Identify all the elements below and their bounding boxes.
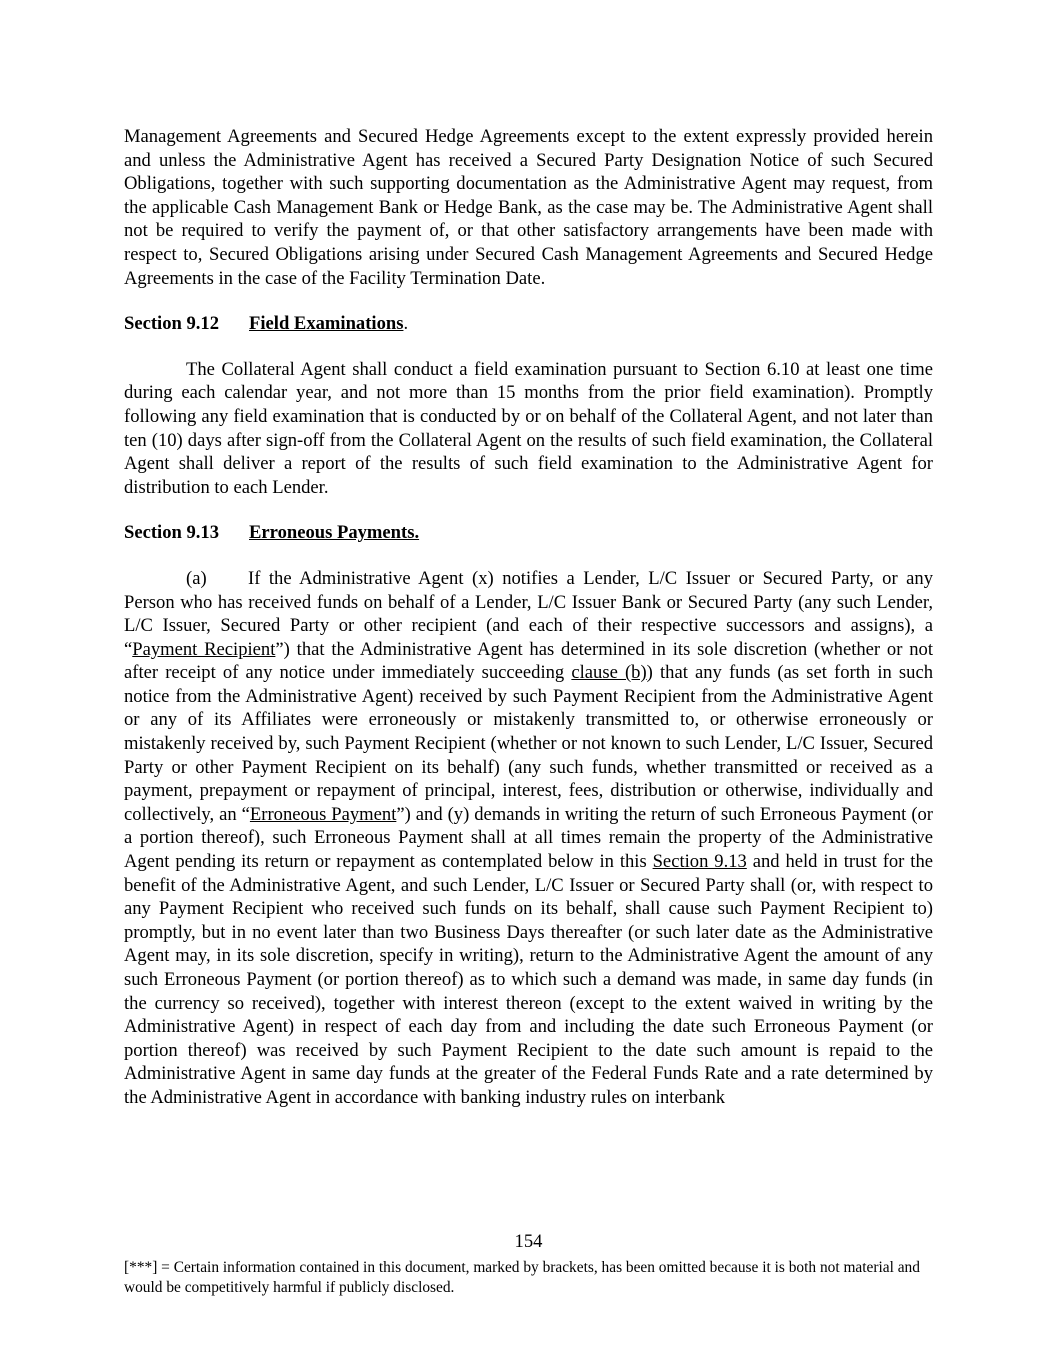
page-footer [124, 1230, 933, 1298]
section-number: Section 9.13 [124, 522, 220, 544]
defined-term: Erroneous Payment [249, 803, 397, 825]
clause-text: ”) that the Administrative Agent has determined in its sole discretion (whether or not after receipt of any notice under immediately succeeding [124, 638, 933, 684]
document-page [124, 125, 933, 1110]
section-9-12-paragraph: The Collateral Agent shall conduct a field examination pursuant to Section 6.10 at least one time during each calendar year, and not more than 15 months from the prior field examination). Promptly following any field examination that is conducted by or on behalf of the Collateral Agent, and not later than ten (10) days after sign-off from the Collateral Agent on the results of such field examination, the Collateral Agent shall deliver a report of the results of such field examination to the Administrative Agent for distribution to each Lender. [124, 358, 933, 498]
clause-text: ”) and (y) demands in writing the return of such Erroneous Payment (or a portion thereof), such Erroneous Payment shall at all times remain the property of the Administrative Agent pending its return or repayment as contemplated below in this [124, 803, 933, 873]
clause-text: and held in trust for the benefit of the Administrative Agent, and such Lender, L/C Issuer or Secured Party shall (or, with respect to any Payment Recipient who received such funds on its behalf, shall cause such Payment Recipient to) promptly, but in no event later than two Business Days thereafter (or such later date as the Administrative Agent may, in its sole discretion, specify in writing), return to the Administrative Agent the amount of any such Erroneous Payment (or portion thereof) as to which such a demand was made, in same day funds (in the currency so received), together with interest thereon (except to the extent waived in writing by the Administrative Agent) in respect of each day from and including the date such Erroneous Payment (or portion thereof) was received by such Payment Recipient to the date such amount is repaid to the Administrative Agent in same day funds at the greater of the Federal Funds Rate and a rate determined by the Administrative Agent in accordance with banking industry rules on interbank [124, 851, 933, 1108]
section-number: Section 9.12 [124, 313, 220, 335]
section-title: Field Examinations [249, 313, 404, 335]
cross-reference-link[interactable]: clause (b) [571, 662, 647, 684]
cross-reference-link[interactable]: Section 9.13 [652, 851, 747, 873]
intro-paragraph: Management Agreements and Secured Hedge Agreements except to the extent expressly provided herein and unless the Administrative Agent has received a Secured Party Designation Notice of such Secured Obligations, together with such supporting documentation as the Administrative Agent may request, from the applicable Cash Management Bank or Hedge Bank, as the case may be. The Administrative Agent shall not be required to verify the payment of, or that other satisfactory arrangements have been made with respect to, Secured Obligations arising under Secured Cash Management Agreements and Secured Hedge Agreements in the case of the Facility Termination Date. [124, 126, 933, 289]
clause-label: (a) [186, 567, 207, 589]
page-number: 154 [514, 1231, 543, 1252]
section-title-suffix: . [403, 313, 409, 335]
footnote: [***] = Certain information contained in this document, marked by brackets, has been omitted because it is both not material and would be competitively harmful if publicly disclosed. [124, 1259, 920, 1296]
defined-term: Payment Recipient [132, 638, 276, 660]
clause-text: If the Administrative Agent (x) notifies a Lender, L/C Issuer or Secured Party, or any Person who has received funds on behalf of a Lender, L/C Issuer Bank or Secured Party (any such Lender, L/C Issuer, Secured Party or other recipient (and each of their respective successors and assigns), a “ [124, 567, 933, 660]
section-9-12-heading [124, 312, 933, 336]
section-title: Erroneous Payments. [249, 522, 420, 544]
section-9-13-clause-a [124, 567, 933, 1110]
clause-text: ) that any funds (as set forth in such notice from the Administrative Agent) received by such Payment Recipient from the Administrative Agent or any of its Affiliates were erroneously or mistakenly transmitted to, or otherwise erroneously or mistakenly received by, such Payment Recipient (whether or not known to such Lender, L/C Issuer, Secured Party or other Payment Recipient on its behalf) (any such funds, whether transmitted or received as a payment, prepayment or repayment of principal, interest, fees, distribution or otherwise, individually and collectively, an “ [124, 662, 934, 825]
section-9-13-heading [124, 521, 933, 545]
